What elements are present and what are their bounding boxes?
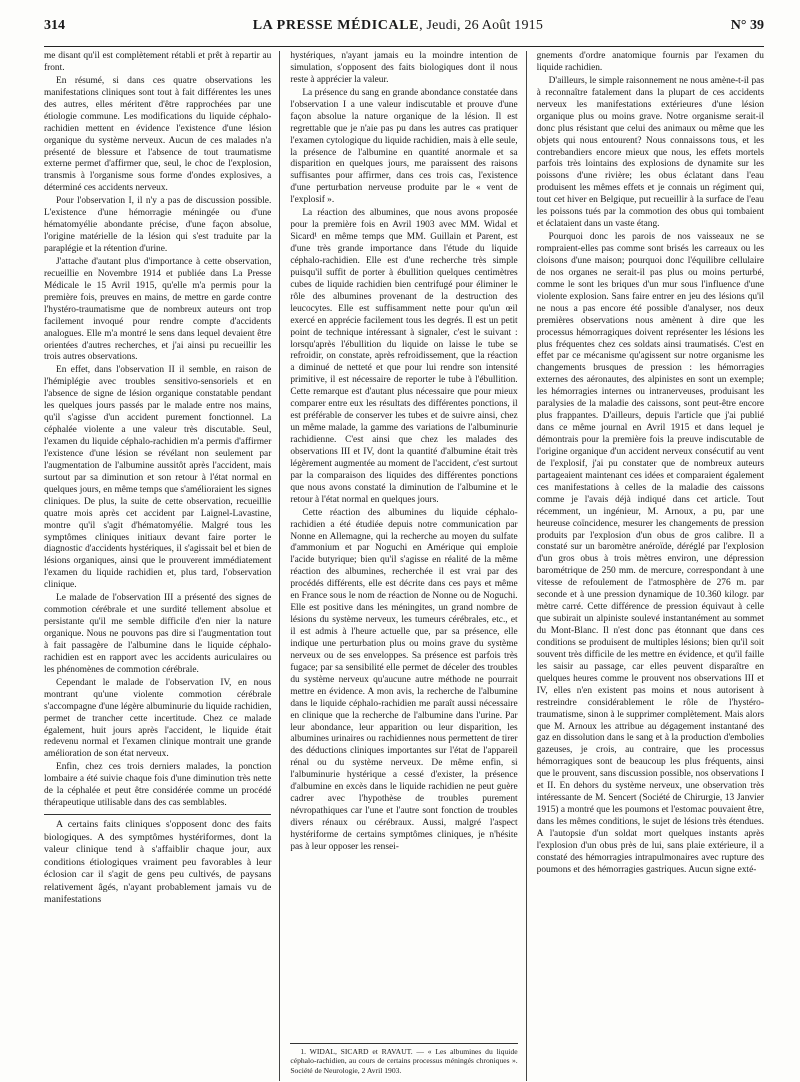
paragraph: gnements d'ordre anatomique fournis par l'examen du liquide rachidien. — [536, 51, 764, 73]
column-2 — [290, 51, 526, 1081]
running-title — [253, 18, 543, 34]
paragraph: Cependant le malade de l'observation IV, en nous montrant qu'une violente commotion cérébrale s'accompagne d'une légère albuminurie du liquide rachidien, permet de trancher cette incertitude. Chez ce malade également, huit jours après l'accident, le liquide était redevenu normal et l'examen clinique montrait une grande amélioration de son état nerveux. — [44, 677, 272, 760]
issue-number: N° 39 — [730, 18, 764, 33]
footnote: 1. WIDAL, SICARD et RAVAUT. — « Les albumines du liquide céphalo-rachidien, au cours de certains processus méningés chroniques ». Société de Neurologie, 2 Avril 1903. — [290, 1043, 517, 1075]
journal-title: LA PRESSE MÉDICALE — [252, 18, 420, 33]
paragraph: D'ailleurs, le simple raisonnement ne nous amène-t-il pas à reconnaître fatalement dans la plupart de ces accidents nerveux les manifestations extérieures d'une lésion organique plus ou moins grave. Notre organisme serait-il donc plus résistant que celui des animaux ou même que les objets qui nous entourent? Nous connaissons tous, et les contrebandiers encore mieux que nous, les effets mortels parfois très lointains des explosions de dynamite sur les poissons d'une rivière; les obus éclatant dans l'eau produisent les mêmes effets et je connais un régiment qui, tout cet hiver en Belgique, put recueillir à la surface de l'eau les poissons tués par la commotion des obus qui tombaient et éclataient dans un vaste étang. — [536, 75, 764, 230]
page-header — [44, 18, 764, 47]
paragraph: Pourquoi donc les parois de nos vaisseaux ne se rompraient-elles pas comme sont brisés les carreaux ou les cloisons d'une maison; pourquoi donc l'équilibre cellulaire de nos organes ne serait-il pas plus ou moins perturbé, comme le sont les briques d'un mur sous l'influence d'une violente explosion. Sans faire entrer en jeu des lésions qu'il ne nous a pas encore été possible d'analyser, nos deux premières observations nous amènent à dire que les processus hémorragiques doivent représenter les lésions les plus fréquentes chez ces soldats ainsi traumatisés. C'est en effet par ce mécanisme qu'agissent sur notre organisme les changements brusques de pression : les hémorragies externes des aéronautes, des alpinistes en sont un exemple; les hémorragies internes ou intranerveuses, produisant les paralysies de la maladie des caissons, sont peut-être encore plus frappantes. D'ailleurs, depuis l'article que j'ai publié dans ce même journal en Avril 1915 et dans lequel je démontrais pour la première fois la preuve indiscutable de l'origine organique d'un accident nerveux consécutif au vent de l'explosif, j'ai pu constater que de nombreux auteurs partageaient maintenant ces idées et comparaient également ces manifestations à celles de la maladie des caissons comme je l'avais déjà indiqué dans cet article. Tout récemment, un ingénieur, M. Arnoux, a pu, par une heureuse coïncidence, mesurer les changements de pression produits par l'explosion d'un obus de gros calibre. Il a constaté sur un baromètre anéroïde, déréglé par l'explosion d'un gros obus à trois mètres environ, une dépression barométrique de 250 mm. de mercure, correspondant à une vitesse de refoulement de l'atmosphère de 276 m. par seconde et à une pression dynamique de 10.360 kilogr. par mètre carré. Cette différence de pression équivaut à celle que subirait un alpiniste soulevé instantanément au sommet du Mont-Blanc. Il n'est donc pas étonnant que dans ces conditions se produisent de multiples lésions; bien qu'il soit souvent très difficile de les mettre en évidence, et qu'il faille les saisir au passage, car elles peuvent disparaître en quelques heures comme le prouvent nos observations III et IV, elles n'en existent pas moins et nous autorisent à restreindre considérablement le rôle de l'hystéro-traumatisme, sinon à le supprimer complètement. Mais alors que M. Arnoux les attribue au dégagement instantané des gaz en dissolution dans le sang et à la production d'embolies gazeuses, je crois, au contraire, que les processus hémorragiques sont de beaucoup les plus fréquents, ainsi que le prouvent, sans discussion possible, nos observations I et II. En dehors du système nerveux, une observation très intéressante de M. Sencert (Société de Chirurgie, 13 Janvier 1915) a montré que les poumons et l'estomac pouvaient être, dans les mêmes conditions, le sujet de lésions très étendues. A l'autopsie d'un soldat mort quelques instants après l'explosion d'un obus près de lui, sans plaie extérieure, il a constaté des hémorragies intrapulmonaires avec rupture des poumons et des hémorragies gastriques. Aucun signe exté- — [536, 232, 764, 875]
paragraph: Enfin, chez ces trois derniers malades, la ponction lombaire a été suivie chaque fois d'une diminution très nette de la céphalée et peut être considérée comme un procédé thérapeutique utilisable dans des cas semblables. — [44, 762, 272, 809]
paragraph: Le malade de l'observation III a présenté des signes de commotion cérébrale et une surdité tellement absolue et persistante qu'il me semble difficile d'en nier la nature organique. Nous ne pouvons pas dire si l'augmentation tout à fait passagère de l'albumine dans le liquide céphalo-rachidien est en rapport avec les accidents auriculaires ou les phénomènes de commotion cérébrale. — [44, 593, 272, 675]
paragraph: hystériques, n'ayant jamais eu la moindre intention de simulation, s'opposent des faits biologiques dont il nous reste à apprécier la valeur. — [290, 51, 518, 85]
paragraph: La présence du sang en grande abondance constatée dans l'observation I a une valeur indiscutable et prouve d'une façon absolue la nature organique de la lésion. Il est regrettable que je n'aie pas pu dans les autres cas pratiquer l'examen cytologique du liquide rachidien, mais à elle seule, la présence de l'albumine en quantité anormale et sa disparition en quelques jours, me paraissent des raisons suffisantes pour affirmer, dans ces trois cas, l'existence d'une perturbation nerveuse produite par le « vent de l'explosif ». — [290, 87, 518, 206]
column-1 — [44, 51, 280, 1081]
section-divider — [44, 814, 271, 815]
paragraph: Cette réaction des albumines du liquide céphalo-rachidien a été étudiée depuis notre communication par Nonne en Allemagne, qui la recherche au moyen du sulfate d'ammonium et par Noguchi en Amérique qui emploie l'acide butyrique; bien qu'il s'agisse en réalité de la même réaction des albumines, recherchée il est vrai par des procédés différents, elle est décrite dans ces pays et même en France sous le nom de réaction de Nonne ou de Noguchi. Elle est positive dans les méningites, un grand nombre de lésions du système nerveux, les tumeurs cérébrales, etc., et il est admis à l'heure actuelle que, par sa présence, elle indique une perturbation plus ou moins grave du système nerveux ou de ses enveloppes. Sa présence est parfois très fugace; par sa sensibilité elle permet de déceler des troubles du système nerveux qu'aucune autre méthode ne pourrait mettre en évidence. A mon avis, la recherche de l'albumine dans le liquide céphalo-rachidien me paraît aussi nécessaire en clinique que la recherche de l'albumine dans l'urine. Par leur abondance, leur apparition ou leur disparition, les albumines urinaires ou rachidiennes nous permettent de tirer des déductions cliniques importantes sur l'état de l'appareil rénal ou du système nerveux. De même enfin, si l'albuminurie hystérique a cessé d'exister, la présence d'albumine en excès dans le liquide rachidien ne peut guère cadrer avec l'hypothèse de troubles purement névropathiques car l'une et l'autre sont fonction de troubles divers rénaux ou cérébraux. Aussi, malgré l'aspect hystériforme de certains symptômes cliniques, je n'hésite pas à leur opposer les rensei- — [290, 507, 518, 852]
column-3 — [537, 51, 764, 1081]
paragraph-emphasis: A certains faits cliniques s'opposent donc des faits biologiques. A des symptômes hystériformes, dont la valeur clinique tend à s'affaiblir chaque jour, aux conditions étiologiques vraiment peu favorables à leur éclosion car il s'agit de gens peu cultivés, de paysans relativement âgés, n'ayant probablement jamais vu de manifestations — [44, 819, 272, 906]
paragraph: Pour l'observation I, il n'y a pas de discussion possible. L'existence d'une hémorragie méningée ou d'une hématomyélie abondante précise, d'une façon absolue, l'origine matérielle de la lésion qui s'est traduite par la paraplégie et la rétention d'urine. — [44, 196, 272, 254]
issue-date: , Jeudi, 26 Août 1915 — [419, 18, 544, 33]
paragraph: J'attache d'autant plus d'importance à cette observation, recueillie en Novembre 1914 et publiée dans La Presse Médicale le 15 Avril 1915, qu'elle m'a permis pour la première fois, preuves en mains, de mettre en garde contre l'hystéro-traumatisme que de nombreux auteurs ont trop facilement invoqué pour rendre compte d'accidents analogues. Elle m'a montré le sens dans lequel devaient être orientées d'autres recherches, et j'ai ainsi pu recueillir les trois autres observations. — [44, 256, 272, 363]
text-columns — [44, 51, 764, 1081]
paragraph: En effet, dans l'observation II il semble, en raison de l'hémiplégie avec troubles sensitivo-sensoriels et en l'absence de signe de lésion organique constatable pendant les quelques jours passés par le malade entre nos mains, qu'il s'agisse d'un accident purement fonctionnel. La céphalée violente a une valeur très discutable. Seul, l'examen du liquide céphalo-rachidien m'a permis d'affirmer l'existence d'une lésion se révélant non seulement par l'augmentation de l'albumine aussitôt après l'accident, mais surtout par sa diminution et son retour à l'état normal en quelques jours, en même temps que s'amélioraient les signes cliniques. De plus, la suite de cette observation, recueillie quatre mois après cet accident par Laignel-Lavastine, montre qu'il s'agit d'hématomyélie. Malgré tous les symptômes cliniques initiaux devant faire porter le diagnostic d'accidents hystériques, il s'agissait bel et bien de lésions organiques, ainsi que le prouverent immédiatement l'examen du liquide rachidien et, plus tard, l'observation clinique. — [44, 365, 272, 591]
paragraph: me disant qu'il est complètement rétabli et prêt à repartir au front. — [44, 51, 272, 73]
page-number: 314 — [44, 18, 65, 33]
paragraph: En résumé, si dans ces quatre observations les manifestations cliniques sont tout à fait différentes les unes des autres, elles méritent d'être rapprochées par une étiologie commune. Les modifications du liquide céphalo-rachidien mettent en évidence l'existence d'une lésion organique du système nerveux. Aucun de ces malades n'a présenté de blessure et l'absence de tout traumatisme externe permet d'affirmer que, seul, le choc de l'explosion, transmis à l'organisme sous forme d'ondes explosives, a déterminé ces accidents nerveux. — [44, 75, 272, 194]
paragraph: La réaction des albumines, que nous avons proposée pour la première fois en Avril 1903 avec MM. Widal et Sicard¹ en même temps que MM. Guillain et Parent, est d'une très grande importance dans l'étude du liquide céphalo-rachidien. Elle est d'une recherche très simple puisqu'il suffit de porter à ébullition quelques centimètres cubes de liquide rachidien bien centrifugé pour éliminer le rôle des albumines provenant de la destruction des leucocytes. Elle est suffisamment nette pour qu'un œil exercé en apprécie facilement tous les degrés. Il est un petit point de technique intéressant à signaler, c'est le suivant : lorsqu'après l'ébullition du liquide on laisse le tube se refroidir, on constate, après refroidissement, que la réaction a diminué de netteté et que pour lui rendre son intensité primitive, il est nécessaire de reporter le tube à l'ébullition. Cette remarque est d'autant plus nécessaire que pour mieux comparer entre eux les résultats des différentes ponctions, il est préférable de conserver les tubes et de suivre ainsi, chez un même malade, la gamme des variations de l'albuminurie rachidienne. C'est ainsi que chez les malades des observations III et IV, dont la quantité d'albumine était très légèrement augmentée au moment de l'accident, c'est surtout par la comparaison des liquides des différentes ponctions que nous avons constaté la diminution de l'albumine et le retour à l'état normal en quelques jours. — [290, 208, 518, 505]
